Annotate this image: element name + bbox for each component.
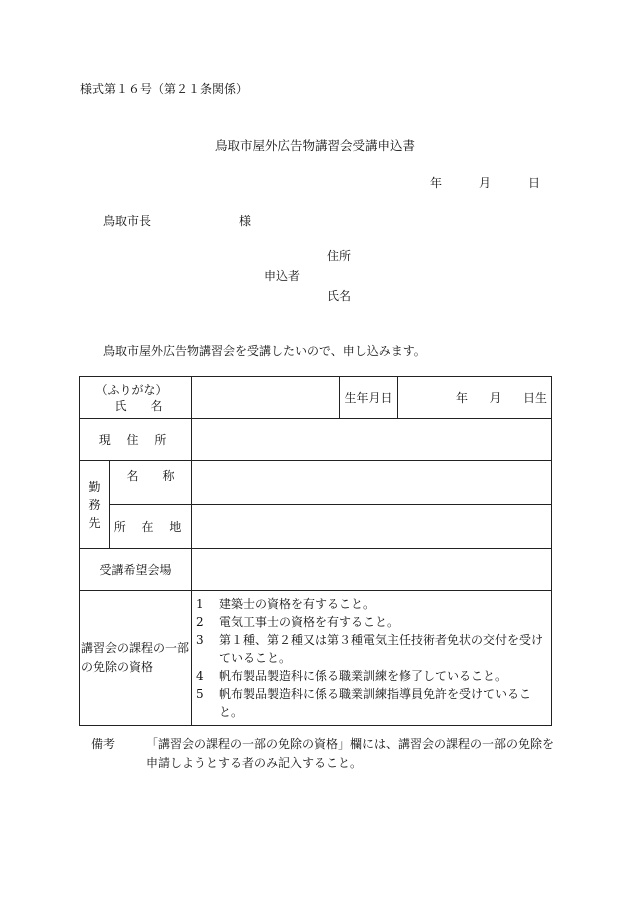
application-date — [430, 174, 540, 191]
exemption-item-text: 第１種、第２種又は第３種電気主任技術者免状の交付を受けていること。 — [219, 633, 544, 665]
date-day-label: 日 — [527, 176, 540, 190]
exemption-label-line-2: の免除の資格 — [81, 660, 154, 674]
workplace-location-row — [80, 505, 552, 549]
exemption-label-line-1: 講習会の課程の一部 — [81, 641, 190, 655]
exemption-item[interactable] — [192, 631, 551, 667]
name-label: 氏 名 — [114, 398, 163, 413]
birthdate-label: 生年月日 — [340, 377, 398, 419]
workplace-name-label-text: 名 称 — [126, 469, 175, 483]
page-title: 鳥取市屋外広告物講習会受講申込書 — [214, 138, 415, 153]
exemption-item-number: 2 — [196, 615, 204, 629]
current-address-label-text: 現 住 所 — [98, 433, 173, 447]
application-form-table — [79, 376, 552, 726]
remarks-label: 備考 — [91, 737, 116, 751]
exemption-item[interactable] — [192, 667, 551, 685]
current-address-label — [80, 419, 192, 461]
workplace-name-label — [110, 461, 192, 505]
exemption-item[interactable] — [192, 595, 551, 613]
workplace-label-char-2: 務 — [88, 497, 101, 512]
name-field[interactable] — [192, 377, 340, 419]
exemption-item-number: 5 — [196, 687, 204, 701]
name-row — [80, 377, 552, 419]
exemption-item-text: 帆布製品製造科に係る職業訓練指導員免許を受けていること。 — [219, 687, 532, 719]
current-address-row — [80, 419, 552, 461]
exemption-item[interactable] — [192, 613, 551, 631]
name-label-cell — [80, 377, 192, 419]
exemption-item-number: 3 — [196, 633, 204, 647]
exemption-row — [80, 591, 552, 726]
workplace-location-label-text: 所 在 地 — [113, 520, 188, 534]
addressee-honorific: 様 — [239, 214, 252, 228]
applicant-label: 申込者 — [264, 269, 301, 283]
exemption-item-text: 帆布製品製造科に係る職業訓練を修了していること。 — [219, 669, 508, 683]
workplace-name-field[interactable] — [192, 461, 552, 505]
current-address-field[interactable] — [192, 419, 552, 461]
venue-field[interactable] — [192, 549, 552, 591]
exemption-item[interactable] — [192, 685, 551, 721]
workplace-location-field[interactable] — [192, 505, 552, 549]
applicant-name-label: 氏名 — [327, 289, 352, 303]
form-number: 様式第１６号（第２１条関係） — [80, 82, 249, 96]
exemption-label — [80, 591, 192, 726]
addressee-name: 鳥取市長 — [103, 214, 152, 228]
workplace-name-row — [80, 461, 552, 505]
birthdate-day-label: 日生 — [522, 391, 547, 405]
applicant-address-label: 住所 — [327, 249, 352, 263]
workplace-label-char-3: 先 — [88, 515, 101, 530]
date-year-label: 年 — [430, 176, 443, 190]
exemption-item-number: 1 — [196, 597, 204, 611]
date-month-label: 月 — [478, 176, 491, 190]
remarks-text: 「講習会の課程の一部の免除の資格」欄には、講習会の課程の一部の免除を申請しようとする者のみ記入すること。 — [146, 737, 555, 770]
venue-label: 受講希望会場 — [80, 549, 192, 591]
workplace-label — [80, 461, 110, 549]
birthdate-year-label: 年 — [456, 391, 469, 405]
birthdate-month-label: 月 — [489, 391, 502, 405]
exemption-item-text: 電気工事士の資格を有すること。 — [219, 615, 400, 629]
exemption-options — [192, 591, 552, 726]
furigana-label: （ふりがな） — [95, 382, 168, 397]
application-statement: 鳥取市屋外広告物講習会を受講したいので、申し込みます。 — [103, 344, 426, 358]
workplace-label-char-1: 勤 — [88, 479, 101, 494]
workplace-location-label — [110, 505, 192, 549]
birthdate-field[interactable] — [398, 377, 552, 419]
venue-row — [80, 549, 552, 591]
exemption-item-text: 建築士の資格を有すること。 — [219, 597, 376, 611]
exemption-item-number: 4 — [196, 669, 204, 683]
